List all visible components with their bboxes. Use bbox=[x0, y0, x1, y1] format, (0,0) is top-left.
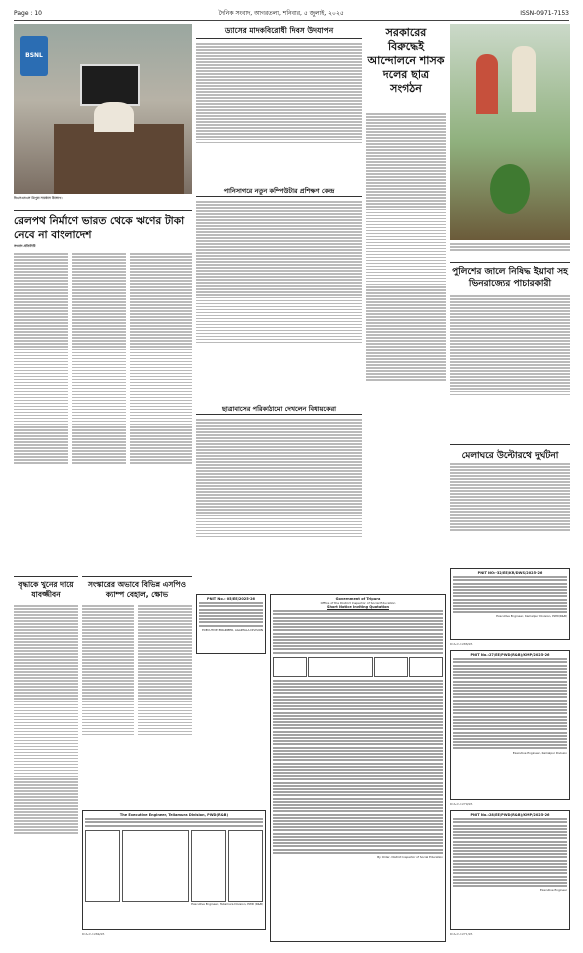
pnit-notice-2: PNIT No.:27/EE/PWD(R&B)/KMP/2025-26 Executive Engineer, Kamalpur Division bbox=[450, 650, 570, 800]
bsnl-photo bbox=[14, 24, 192, 194]
fair-body bbox=[450, 462, 570, 562]
ica-code-2: ICA-C-1286/25 bbox=[450, 642, 473, 646]
ica-code-4: ICA-C-1271/25 bbox=[450, 932, 473, 936]
students-headline: সরকারের বিরুদ্ধেই আন্দোলনে শাসক দলের ছাত্র সংগঠন bbox=[367, 26, 445, 95]
training-body bbox=[196, 200, 362, 400]
police-headline: পুলিশের জালে নিষিদ্ধ ইয়াবা সহ ভিনরাজ্যের পাচারকারী bbox=[452, 267, 568, 289]
page-number: Page : 10 bbox=[14, 9, 42, 17]
issn: ISSN-0971-7153 bbox=[520, 9, 569, 17]
fair-headline: মেলাঘরে উল্টোরথে দুর্ঘটনা bbox=[461, 451, 559, 461]
camp-body-col1 bbox=[82, 604, 134, 804]
ica-code-3: ICA-C-1270/25 bbox=[450, 802, 473, 806]
camp-body-col2 bbox=[138, 604, 192, 804]
mla-body bbox=[196, 418, 362, 588]
rail-body-col1 bbox=[14, 252, 68, 572]
rail-byline: সংবাদ প্রতিনিধি bbox=[14, 244, 36, 248]
pnit-notice-1: PNIT NO:-32/EE/KR/DWS/2025-26 Executive Engineer, Kamalpur Division, PWD(R&B) bbox=[450, 568, 570, 640]
plantation-caption bbox=[450, 242, 570, 258]
murder-body bbox=[14, 604, 78, 942]
bsnl-caption: বিএসএনএল ত্রিপুরা সার্কেলে উদ্যোগ। bbox=[14, 196, 63, 200]
rail-headline: রেলপথ নির্মাণে ভারত থেকে ঋণের টাকা নেবে না বাংলাদেশ bbox=[14, 215, 185, 241]
govt-quotation-notice: Government of Tripura Office of the District Inspector of Social Education Short Notice Inviting Quotation By Order, District Inspector of Social Education bbox=[270, 594, 446, 942]
masthead: দৈনিক সংবাদ, আগরতলা, শনিবার, ৫ জুলাই, ২০২৫ bbox=[218, 9, 344, 17]
camp-headline: সংস্কারের অভাবে বিভিন্ন এসপিও ক্যাম্প বেহাল, ক্ষোভ bbox=[87, 580, 187, 599]
page-header bbox=[14, 6, 569, 21]
students-body bbox=[366, 112, 446, 492]
drug-day-body bbox=[196, 42, 362, 182]
rail-body-col3 bbox=[130, 252, 192, 572]
pnit-notice-3: PNIT No.:28/EE/PWD(R&B)/KMP/2025-26 Executive Engineer bbox=[450, 810, 570, 930]
ica-code-1: ICA-C-1284/25 bbox=[82, 932, 105, 936]
training-headline: পানিসাগরে নতুন কম্পিউটার প্রশিক্ষণ কেন্দ্র bbox=[223, 187, 335, 195]
bsnl-logo: BSNL bbox=[20, 36, 48, 76]
teliamura-tender-notice: The Executive Engineer, Teliamura Division, PWD(R&B) Executive Engineer, Teliamura Division, PWD (R&B) bbox=[82, 810, 266, 930]
plantation-photo bbox=[450, 24, 570, 240]
small-tender-notice: PNIT No.: 05/EE/2025-26 EXECUTIVE ENGINEER, AGARTALA DIVISION bbox=[196, 594, 266, 654]
rail-body-col2 bbox=[72, 252, 126, 572]
drug-day-headline: ড্যাসের মাদকবিরোধী দিবস উদযাপন bbox=[224, 26, 334, 35]
mla-headline: ছাত্রাবাসের পরিকাঠামো দেখলেন বিধায়কেরা bbox=[221, 405, 337, 413]
police-body bbox=[450, 294, 570, 440]
murder-headline: বৃদ্ধাকে খুনের দায়ে যাবজ্জীবন bbox=[18, 580, 74, 599]
